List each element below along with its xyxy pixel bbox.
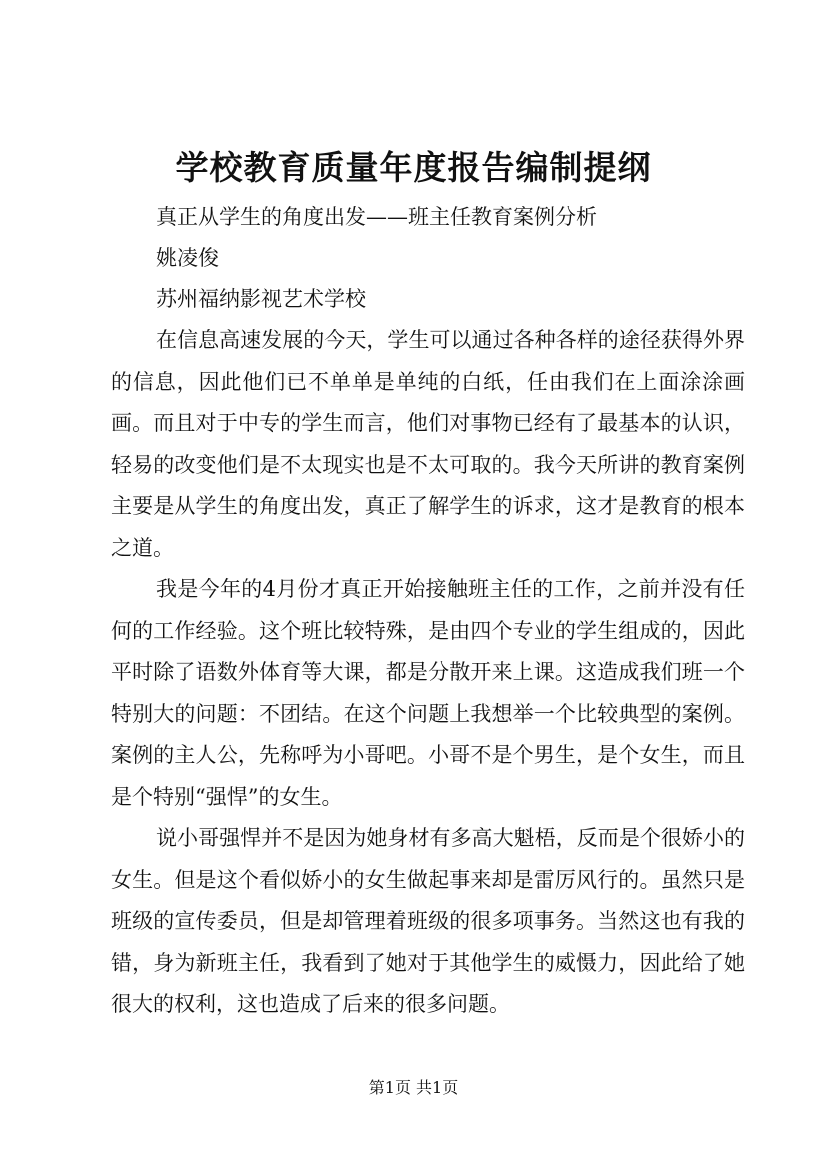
author-name: 姚凌俊: [156, 246, 219, 270]
body-paragraph-1: 在信息高速发展的今天，学生可以通过各种各样的途径获得外界的信息，因此他们已不单单是单纯的白纸，任由我们在上面涂涂画画。而且对于中专的学生而言，他们对事物已经有了最基本的认识，轻易的改变他们是不太现实也是不太可取的。我今天所讲的教育案例主要是从学生的角度出发，真正了解学生的诉求，这才是教育的根本之道。: [111, 328, 745, 560]
document-subtitle: 真正从学生的角度出发——班主任教育案例分析: [156, 205, 597, 229]
page-footer: 第1页 共1页: [368, 1078, 459, 1097]
body-paragraph-3: 说小哥强悍并不是因为她身材有多高大魁梧，反而是个很娇小的女生。但是这个看似娇小的女生做起事来却是雷厉风行的。虽然只是班级的宣传委员，但是却管理着班级的很多项事务。当然这也有我的错，身为新班主任，我看到了她对于其他学生的威慑力，因此给了她很大的权利，这也造成了后来的很多问题。: [111, 826, 745, 1016]
body-paragraph-2: 我是今年的4月份才真正开始接触班主任的工作，之前并没有任何的工作经验。这个班比较特殊，是由四个专业的学生组成的，因此平时除了语数外体育等大课，都是分散开来上课。这造成我们班一个特别大的问题：不团结。在这个问题上我想举一个比较典型的案例。案例的主人公，先称呼为小哥吧。小哥不是个男生，是个女生，而且是个特别“强悍”的女生。: [111, 577, 745, 809]
school-name: 苏州福纳影视艺术学校: [156, 287, 366, 311]
document-title: 学校教育质量年度报告编制提纲: [175, 148, 652, 187]
